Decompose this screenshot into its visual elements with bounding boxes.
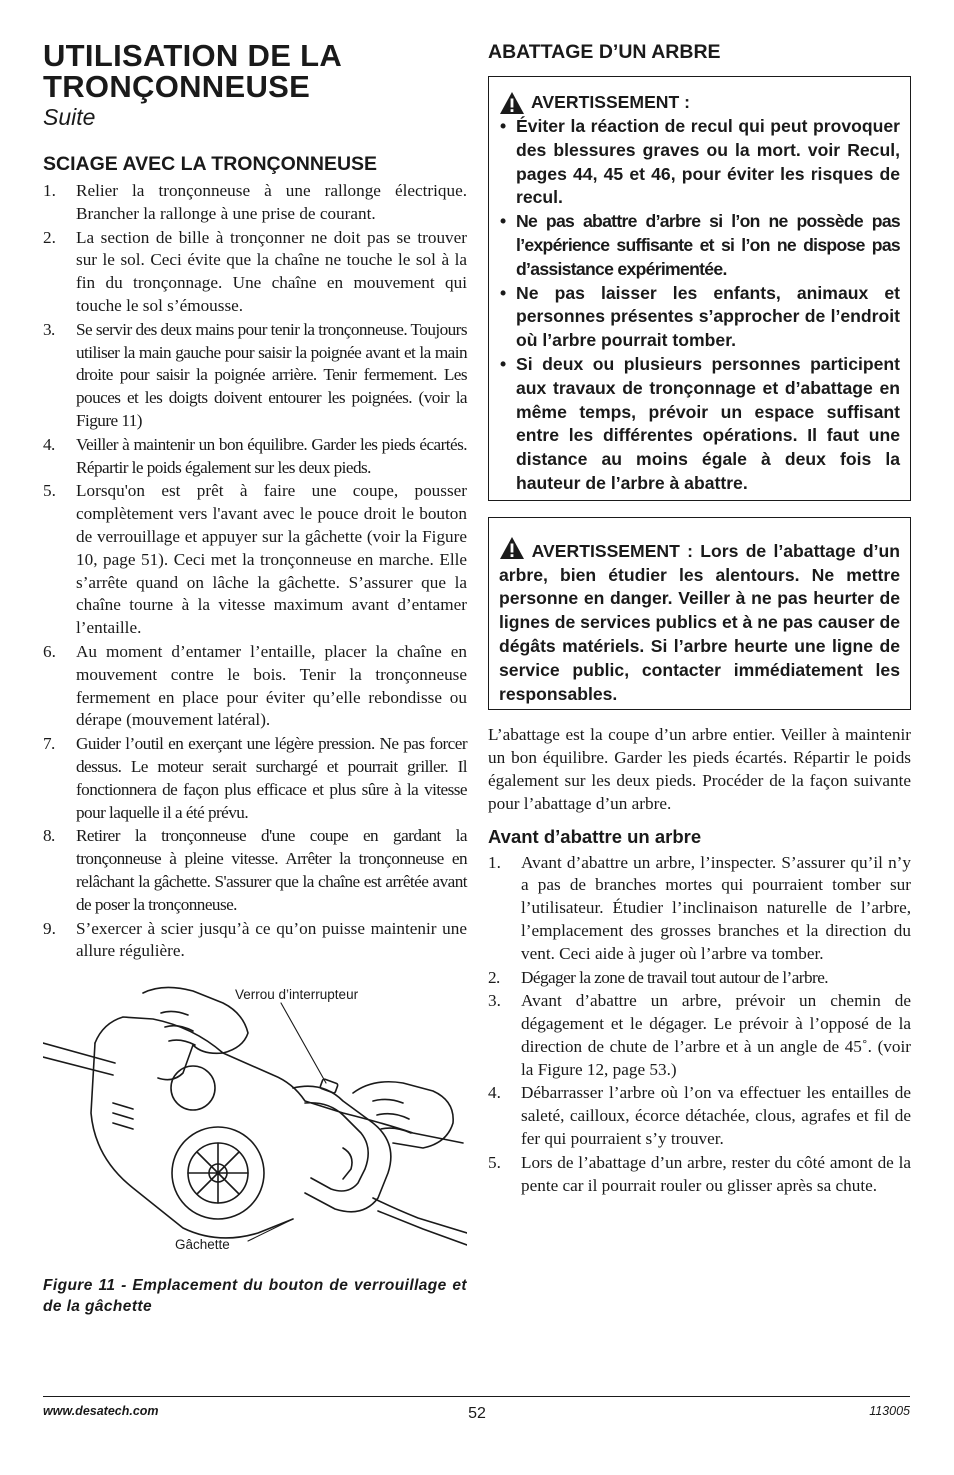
figure-caption: Figure 11 - Emplacement du bouton de verrouillage et de la gâchette xyxy=(43,1277,467,1316)
list-item xyxy=(43,180,467,226)
list-item xyxy=(488,852,911,966)
step-number: 6. xyxy=(43,641,56,661)
step-text: Se servir des deux mains pour tenir la tronçonneuse. Toujours utiliser la main gauche pour saisir la poignée avant et la main droite pour saisir la poignée arrière. Tenir fermement. Les pouces et les doigts doivent entourer les poignées. (voir la Figure 11) xyxy=(76,319,467,430)
footer-divider xyxy=(43,1396,910,1397)
document-code: 113005 xyxy=(869,1404,910,1418)
step-text: Avant d’abattre un arbre, prévoir un chemin de dégagement et le dégager. Le prévoir à l’opposé de la direction de chute de l’arbre et à un angle de 45˚. (voir la Figure 12, page 53.) xyxy=(521,991,911,1079)
list-item xyxy=(43,641,467,732)
step-number: 8. xyxy=(43,826,55,846)
list-item: • Éviter la réaction de recul qui peut provoquer des blessures graves ou la mort. voir Recul, pages 44, 45 et 46, pour éviter les risques de recul. xyxy=(499,115,900,210)
warning-bullets xyxy=(499,115,900,496)
list-item xyxy=(488,990,911,1081)
step-text: S’exercer à scier jusqu’à ce qu’on puisse maintenir une allure régulière. xyxy=(76,918,467,961)
list-item xyxy=(43,480,467,640)
step-number: 2. xyxy=(43,227,56,247)
subheading-avant-abattre: Avant d’abattre un arbre xyxy=(488,825,702,847)
figure-11 xyxy=(43,983,467,1273)
step-text: Retirer la tronçonneuse d'une coupe en gardant la tronçonneuse à pleine vitesse. Arrêter la tronçonneuse en relâchant la gâchette. S'assurer que la chaîne est arrêtée avant de poser la tronçonneuse. xyxy=(76,826,467,914)
step-number: 1. xyxy=(488,852,501,872)
step-text: Veiller à maintenir un bon équilibre. Garder les pieds écartés. Répartir le poids également sur les deux pieds. xyxy=(76,434,467,477)
warning-label: AVERTISSEMENT : xyxy=(531,540,694,561)
warning-box-1 xyxy=(488,76,911,501)
list-item xyxy=(43,733,467,824)
list-item xyxy=(43,918,467,964)
list-item: • Ne pas abattre d’arbre si l’on ne possède pas l’expérience suffisante et si l’on ne dispose pas d’assistance expérimentée. xyxy=(499,210,900,281)
step-text: Avant d’abattre un arbre, l’inspecter. S’assurer qu’il n’y a pas de branches mortes qui pourraient tomber sur l’utilisateur. Étudier l’inclinaison naturelle de l’arbre, l’emplacement des grosses branches et la direction du vent. Ceci aide à juger où l’arbre va tomber. xyxy=(521,852,911,963)
step-number: 4. xyxy=(43,434,55,454)
page-number: 52 xyxy=(468,1405,486,1422)
list-item: • Ne pas laisser les enfants, animaux et personnes présentes s’approcher de l’endroit où l’arbre pourrait tomber. xyxy=(499,282,900,353)
step-number: 5. xyxy=(488,1152,501,1172)
step-text: Lors de l’abattage d’un arbre, rester du côté amont de la pente car il pourrait rouler ou glisser après sa chute. xyxy=(521,1152,911,1195)
list-item xyxy=(43,825,467,916)
section-heading-sciage: SCIAGE AVEC LA TRONÇONNEUSE xyxy=(43,153,378,175)
sciage-steps-list xyxy=(43,180,467,963)
step-number: 4. xyxy=(488,1083,501,1103)
step-text: Débarrasser l’arbre où l’on va effectuer les entailles de saleté, cailloux, écorce détachée, clous, agrafes et fil de fer qui pourraient s’y trouver. xyxy=(521,1083,911,1149)
list-item xyxy=(43,227,467,318)
list-item xyxy=(488,967,911,990)
warning-label: AVERTISSEMENT : xyxy=(531,92,691,113)
list-item xyxy=(488,1152,911,1198)
chainsaw-illustration xyxy=(43,983,467,1273)
step-number: 3. xyxy=(43,319,55,339)
step-text: Guider l’outil en exerçant une légère pression. Ne pas forcer dessus. Le moteur serait surchargé et pourrait griller. Il fonctionnera de façon plus efficace et plus sûre à la vitesse pour laquelle il a été prévu. xyxy=(76,734,467,822)
list-item xyxy=(43,319,467,433)
warning-text: Lors de l’abattage d’un arbre, bien étudier les alentours. Ne mettre personne en danger. Veiller à ne pas heurter de lignes de services publics et à ne pas causer de dégâts matériels. Si l’arbre heurte une ligne de service public, contacter immédiatement les responsables. xyxy=(499,540,901,704)
list-item: • Si deux ou plusieurs personnes participent aux travaux de tronçonnage et d’abattage en même temps, prévoir un espace suffisant entre les différentes opérations. Il faut une distance au moins égale à deux fois la hauteur de l’arbre à abattre. xyxy=(499,353,900,496)
step-number: 1. xyxy=(43,181,56,200)
step-text: La section de bille à tronçonner ne doit pas se trouver sur le sol. Ceci évite que la chaîne ne touche le sol à la fin du tronçonnage. Une chaîne en mouvement qui touche le sol s’émousse. xyxy=(76,227,467,315)
warning-header xyxy=(499,91,900,115)
step-number: 5. xyxy=(43,481,56,501)
step-text: Dégager la zone de travail tout autour de l’arbre. xyxy=(521,967,829,987)
step-text: Au moment d’entamer l’entaille, placer la chaîne en mouvement contre le bois. Tenir la tronçonneuse fermement en place pour éviter qu’elle rebondisse ou dérape (mouvement latéral). xyxy=(76,641,467,730)
step-text: Relier la tronçonneuse à une rallonge électrique. Brancher la rallonge à une prise de courant. xyxy=(76,181,467,223)
step-number: 2. xyxy=(488,967,500,987)
step-number: 7. xyxy=(43,734,55,754)
page-title-line-1: UTILISATION DE LA xyxy=(43,38,343,73)
right-column xyxy=(488,40,911,1198)
step-number: 3. xyxy=(488,991,501,1011)
warning-triangle-icon xyxy=(499,536,525,560)
footer-website: www.desatech.com xyxy=(43,1404,159,1418)
step-number: 9. xyxy=(43,918,56,938)
left-column xyxy=(43,40,467,1317)
abattage-steps-list xyxy=(488,852,911,1198)
intro-paragraph: L’abattage est la coupe d’un arbre entier. Veiller à maintenir un bon équilibre. Garder les pieds écartés. Répartir le poids également sur les deux pieds. Procéder de la façon suivante pour l’abattage d’un arbre. xyxy=(488,725,911,813)
page-title xyxy=(43,40,467,102)
warning-box-2 xyxy=(488,517,911,711)
list-item xyxy=(488,1082,911,1150)
warning-triangle-icon xyxy=(499,91,525,115)
label-switch-lock: Verrou d’interrupteur xyxy=(235,987,359,1003)
step-text: Lorsqu'on est prêt à faire une coupe, pousser complètement vers l'avant avec le pouce droit le bouton de verrouillage et appuyer sur la gâchette (voir la Figure 10, page 51). Ceci met la tronçonneuse en marche. Elle s’arrête quand on lâche la gâchette. S’assurer que la chaîne tourne à la vitesse maximum avant d’entamer l’entaille. xyxy=(76,481,467,638)
section-heading-abattage: ABATTAGE D’UN ARBRE xyxy=(488,41,721,63)
list-item xyxy=(43,434,467,480)
label-trigger: Gâchette xyxy=(175,1237,230,1253)
page-subtitle: Suite xyxy=(43,104,96,130)
page-title-line-2: TRONÇONNEUSE xyxy=(43,69,311,104)
